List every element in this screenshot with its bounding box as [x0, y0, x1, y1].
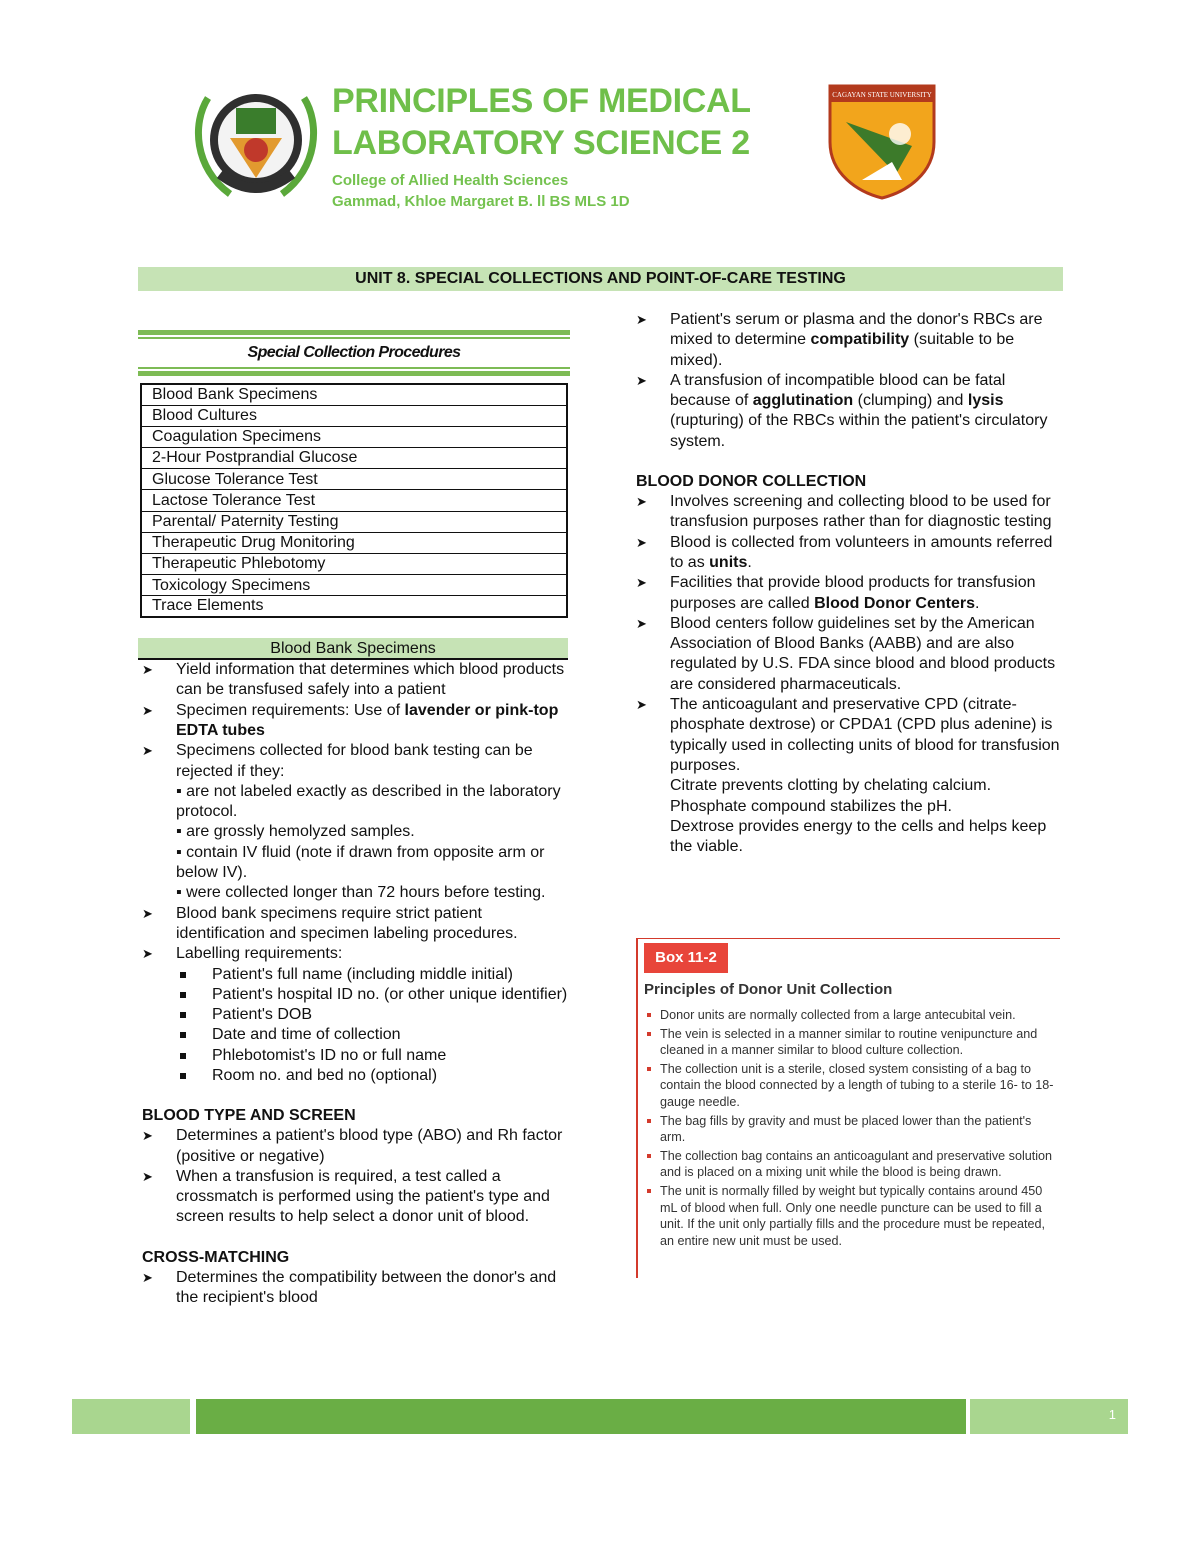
list-item: ➤ Specimen requirements: Use of lavender or pink-top EDTA tubes: [142, 701, 559, 739]
arrow-bullet-icon: ➤: [636, 372, 647, 388]
square-bullet-icon: [180, 992, 186, 998]
list-item: ➤ Blood bank specimens require strict patient identification and specimen labeling procedures.: [142, 904, 518, 942]
table-row: Blood Bank Specimens: [141, 384, 567, 405]
labelling-requirements-list: [176, 965, 570, 1087]
table-row: Therapeutic Drug Monitoring: [141, 532, 567, 553]
special-collection-header: [138, 330, 570, 378]
list-item: ➤ Patient's serum or plasma and the donor's RBCs are mixed to determine compatibility (suitable to be mixed).: [636, 311, 1043, 369]
list-item: Phlebotomist's ID no or full name: [176, 1046, 570, 1066]
type-screen-heading: BLOOD TYPE AND SCREEN: [142, 1107, 356, 1125]
list-item: Patient's DOB: [176, 1005, 570, 1025]
table-row: Trace Elements: [141, 596, 567, 617]
arrow-bullet-icon: ➤: [142, 743, 153, 759]
college-seal-logo: [190, 78, 322, 204]
page-number: 1: [1108, 1407, 1116, 1422]
right-column: [632, 310, 1064, 857]
arrow-bullet-icon: ➤: [142, 702, 153, 718]
square-bullet-icon: [180, 972, 186, 978]
special-collection-table: [140, 383, 568, 618]
list-item: ➤ Blood is collected from volunteers in amounts referred to as units.: [636, 533, 1053, 571]
box-title: Principles of Donor Unit Collection: [644, 981, 893, 998]
page-footer: [72, 1399, 1128, 1434]
arrow-bullet-icon: ➤: [636, 494, 647, 510]
arrow-bullet-icon: ➤: [636, 312, 647, 327]
arrow-bullet-icon: ➤: [142, 946, 153, 962]
cross-matching-list-left: [138, 1268, 570, 1309]
cross-matching-list-right: [632, 310, 1064, 452]
course-title-line1: PRINCIPLES OF MEDICAL: [332, 82, 751, 120]
blood-bank-list: [138, 660, 570, 1086]
table-row: Coagulation Specimens: [141, 426, 567, 447]
table-row: Blood Cultures: [141, 405, 567, 426]
arrow-bullet-icon: ➤: [142, 1269, 153, 1285]
table-row: 2-Hour Postprandial Glucose: [141, 448, 567, 469]
university-shield-logo: [826, 82, 938, 200]
list-item: The vein is selected in a manner similar to routine venipuncture and cleaned in a manner similar to blood culture collection.: [644, 1026, 1056, 1059]
table-row: Glucose Tolerance Test: [141, 469, 567, 490]
list-item: ➤ Involves screening and collecting blood to be used for transfusion purposes rather than for diagnostic testing: [636, 493, 1052, 531]
box-list: [644, 1007, 1056, 1251]
unit-banner: UNIT 8. SPECIAL COLLECTIONS AND POINT-OF-CARE TESTING: [138, 267, 1063, 291]
list-item: The bag fills by gravity and must be placed lower than the patient's arm.: [644, 1113, 1056, 1146]
document-header: [190, 74, 950, 210]
donor-collection-list: [632, 492, 1064, 857]
box-tag: Box 11-2: [644, 943, 728, 973]
list-item: ➤ Specimens collected for blood bank testing can be rejected if they: ▪ are not labeled exactly as described in the laboratory protocol. ▪ are grossly hemolyzed samples. ▪ contain IV fluid (note if drawn from opposite arm or below IV). ▪ were collected longer than 72 hours before testing.: [142, 742, 561, 902]
donor-collection-heading: BLOOD DONOR COLLECTION: [636, 473, 867, 491]
list-item: The collection bag contains an anticoagulant and preservative solution and is placed on a mixing unit while the blood is being drawn.: [644, 1148, 1056, 1181]
list-item: ➤ When a transfusion is required, a test called a crossmatch is performed using the patient's type and screen results to help select a donor unit of blood.: [142, 1167, 550, 1226]
list-item: Patient's hospital ID no. (or other unique identifier): [176, 985, 570, 1005]
arrow-bullet-icon: ➤: [142, 662, 153, 678]
list-item: ➤ Labelling requirements: Patient's full name (including middle initial) Patient's hospital ID no. (or other unique identifier) Patient's DOB Date and time of collection Phlebotomist's ID no or full name Room no. and bed no (optional): [138, 944, 570, 1086]
list-item: The collection unit is a sterile, closed system consisting of a bag to contain the blood connected by a length of tubing to a sterile 16- to 18-gauge needle.: [644, 1061, 1056, 1111]
list-item: ➤ Determines the compatibility between the donor's and the recipient's blood: [142, 1268, 557, 1307]
title-block: [332, 80, 822, 212]
cross-matching-heading: CROSS-MATCHING: [142, 1248, 290, 1266]
arrow-bullet-icon: ➤: [636, 697, 647, 713]
list-item: Patient's full name (including middle initial): [176, 965, 570, 985]
list-item: The unit is normally filled by weight but typically contains around 450 mL of blood when full. Only one needle puncture can be used to fill a unit. If the unit only partially fills and the procedure must be repeated, an entire new unit must be used.: [644, 1183, 1056, 1249]
arrow-bullet-icon: ➤: [142, 1128, 153, 1144]
list-item: Donor units are normally collected from a large antecubital vein.: [644, 1007, 1056, 1024]
course-title-line2: LABORATORY SCIENCE 2: [332, 124, 750, 162]
author-line: Gammad, Khloe Margaret B. ll BS MLS 1D: [332, 193, 630, 210]
square-bullet-icon: [180, 1012, 186, 1018]
arrow-bullet-icon: ➤: [142, 1168, 153, 1184]
list-item: ➤ A transfusion of incompatible blood can be fatal because of agglutination (clumping) and lysis (rupturing) of the RBCs within the patient's circulatory system.: [636, 371, 1048, 450]
list-item: Date and time of collection: [176, 1025, 570, 1045]
list-item: ➤ Determines a patient's blood type (ABO) and Rh factor (positive or negative): [142, 1127, 563, 1165]
svg-text:CAGAYAN STATE UNIVERSITY: CAGAYAN STATE UNIVERSITY: [832, 91, 932, 99]
square-bullet-icon: [180, 1073, 186, 1079]
list-item: ➤ Blood centers follow guidelines set by the American Association of Blood Banks (AABB) and are also regulated by U.S. FDA since blood and blood products are considered pharmaceuticals.: [636, 614, 1056, 693]
table-row: Parental/ Paternity Testing: [141, 511, 567, 532]
arrow-bullet-icon: ➤: [636, 534, 647, 550]
donor-unit-box: [636, 938, 1060, 1278]
arrow-bullet-icon: ➤: [636, 615, 647, 631]
square-bullet-icon: [180, 1032, 186, 1038]
table-row: Lactose Tolerance Test: [141, 490, 567, 511]
left-column: [138, 330, 570, 1308]
table-row: Therapeutic Phlebotomy: [141, 554, 567, 575]
square-bullet-icon: [180, 1053, 186, 1059]
arrow-bullet-icon: ➤: [636, 575, 647, 591]
table-row: Toxicology Specimens: [141, 575, 567, 596]
list-item: Room no. and bed no (optional): [176, 1066, 570, 1086]
list-item: ➤ Facilities that provide blood products for transfusion purposes are called Blood Donor Centers.: [636, 574, 1036, 612]
college-name: College of Allied Health Sciences: [332, 172, 569, 189]
list-item: ➤ The anticoagulant and preservative CPD (citrate-phosphate dextrose) or CPDA1 (CPD plus adenine) is typically used in collecting units of blood for transfusion purposes. Citrate prevents clotting by chelating calcium. Phosphate compound stabilizes the pH. Dextrose provides energy to the cells and helps keep the viable.: [636, 696, 1060, 856]
arrow-bullet-icon: ➤: [142, 905, 153, 921]
blood-bank-header: Blood Bank Specimens: [138, 638, 568, 660]
special-collection-title: Special Collection Procedures: [247, 344, 461, 361]
type-screen-list: [138, 1126, 570, 1227]
list-item: ➤ Yield information that determines which blood products can be transfused safely into a patient: [142, 661, 565, 699]
